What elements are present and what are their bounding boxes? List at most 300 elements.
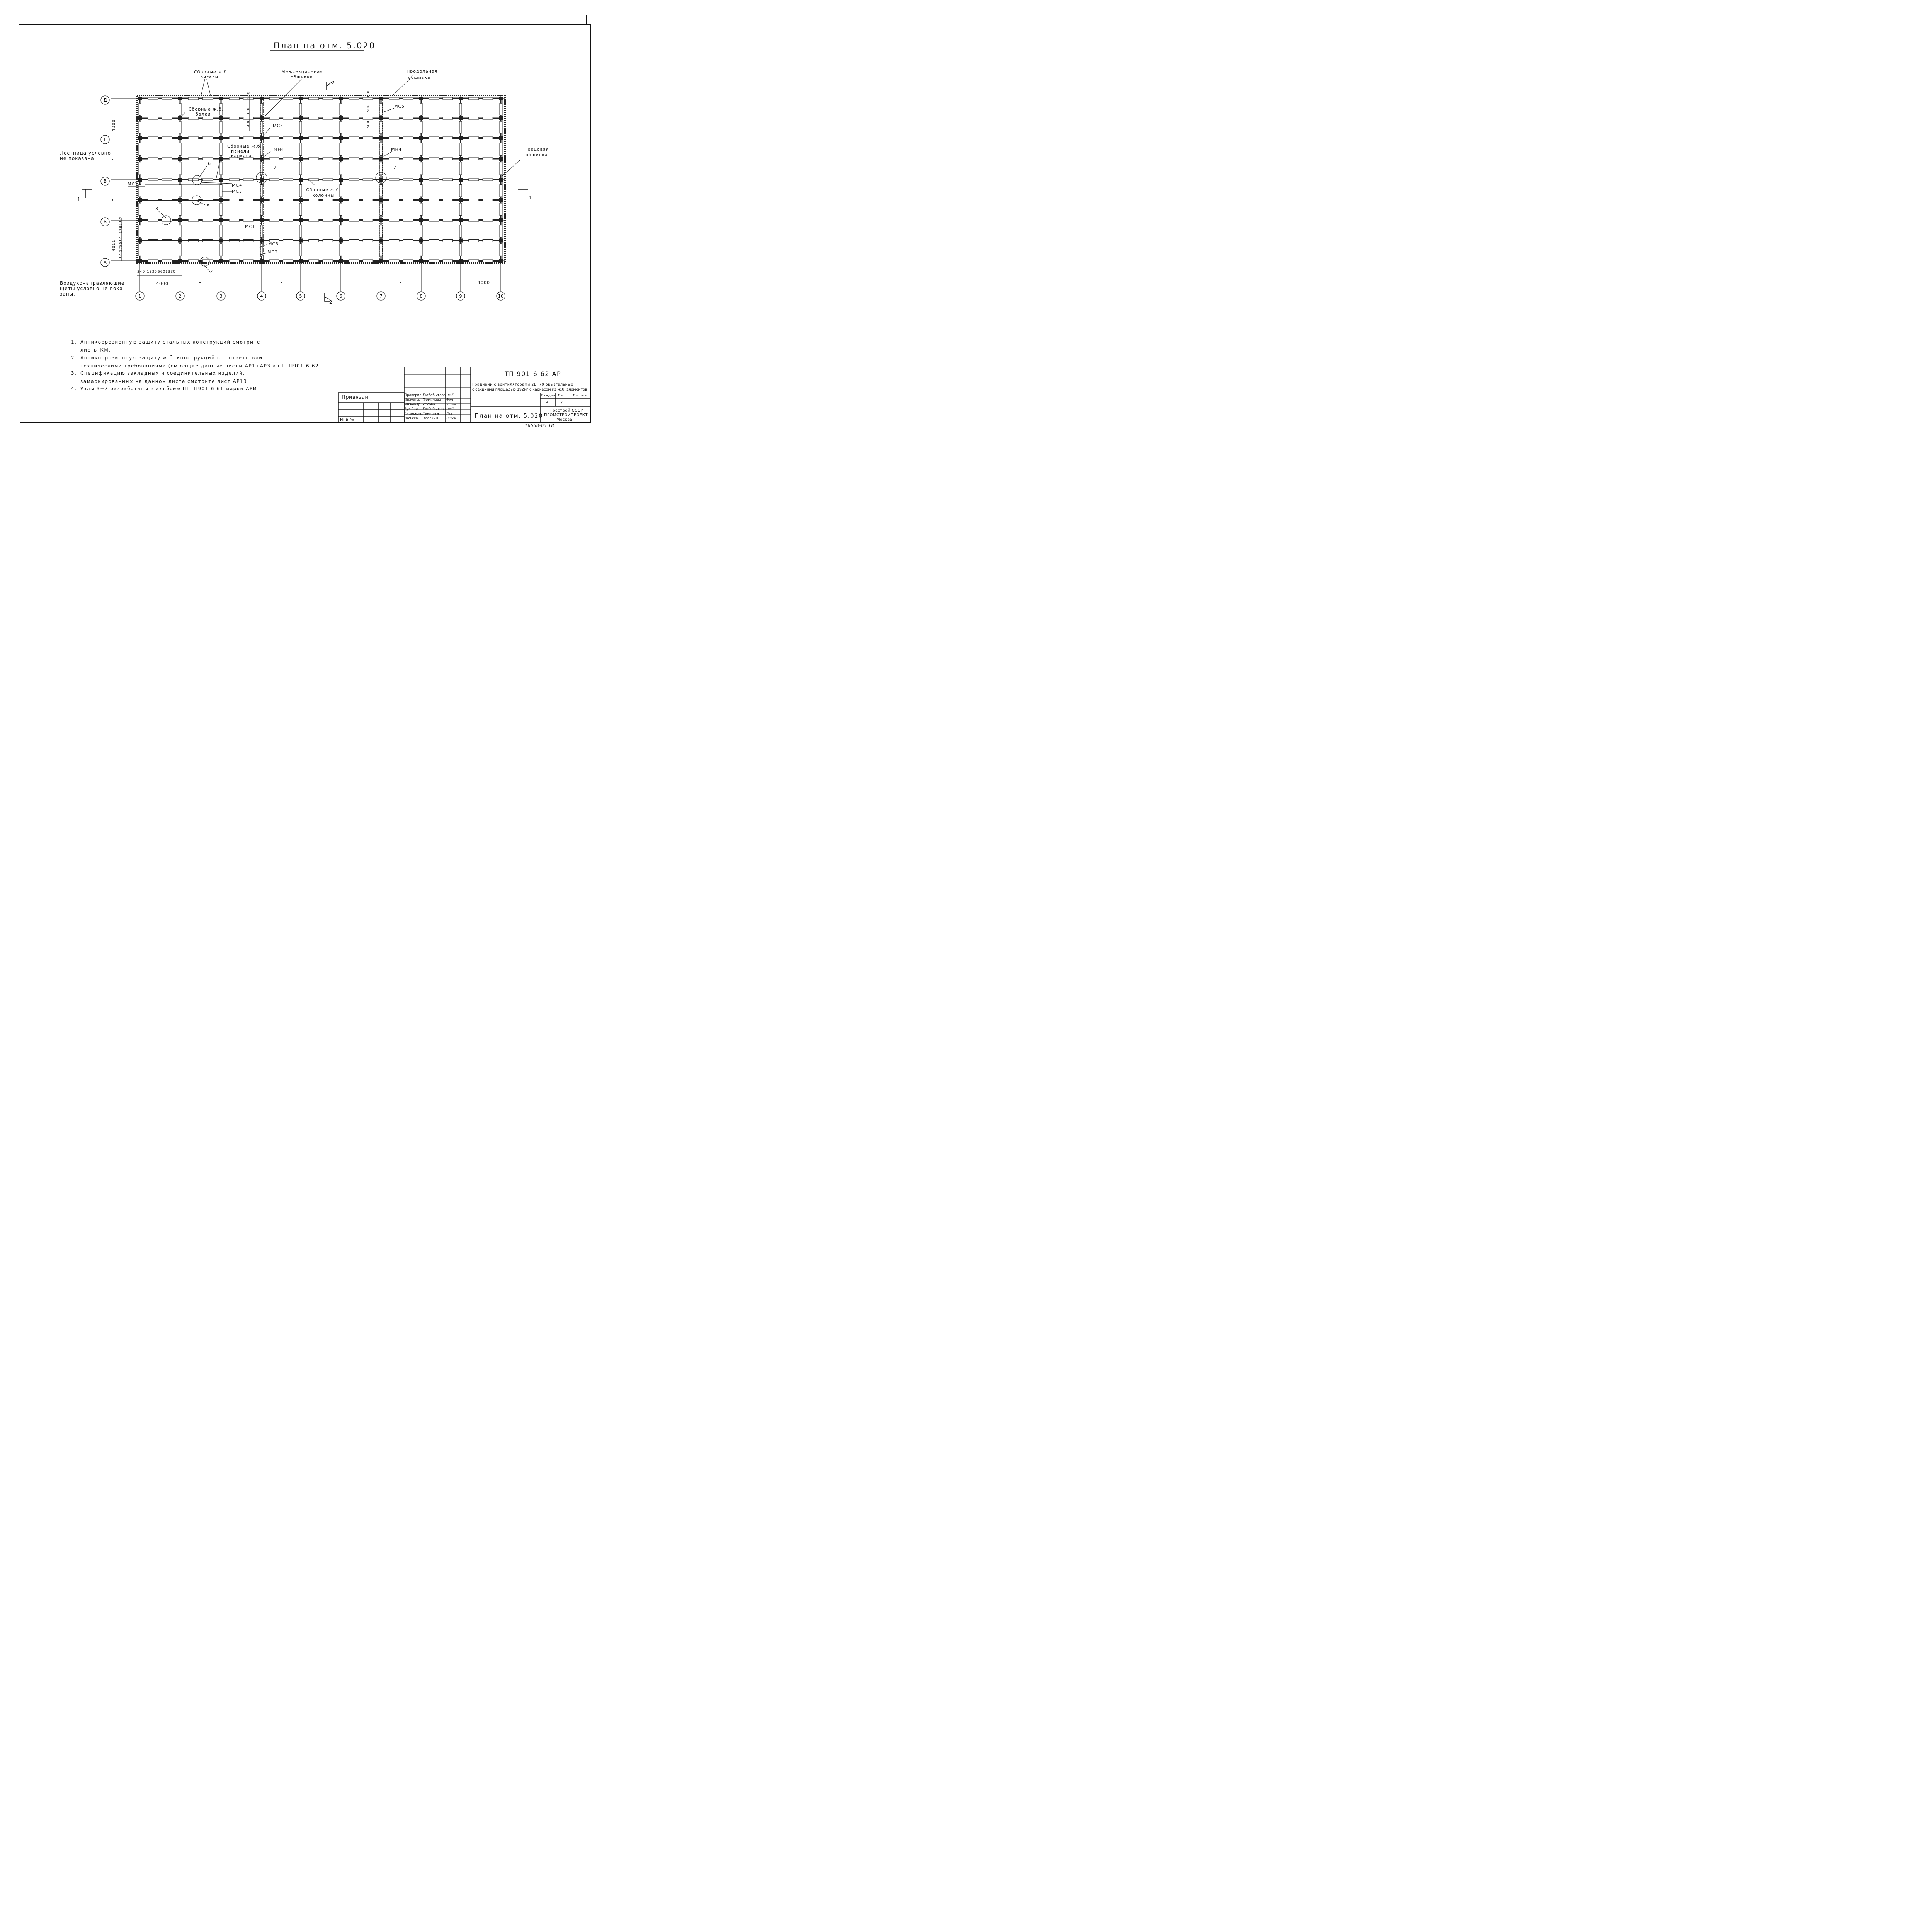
beam-segment-0-2-0 xyxy=(229,97,239,100)
beam-segment-4-0-0 xyxy=(148,260,158,262)
dim-bottom-small-3: 660 xyxy=(158,270,166,274)
vbeam-segment-3-2-1 xyxy=(260,203,263,216)
vbeam-segment-2-1-1 xyxy=(220,162,222,175)
note-3-num: 3. xyxy=(71,371,77,376)
tb-signature-2: Ускова xyxy=(446,403,458,406)
vbeam-segment-8-3-1 xyxy=(459,244,462,256)
beam-segment-7-5-0 xyxy=(349,199,359,201)
beam-segment-2-2-0 xyxy=(229,179,239,181)
column-4-7 xyxy=(299,198,303,202)
note-3-line1: Спецификацию закладных и соединительных изделий, xyxy=(80,371,245,376)
beam-segment-4-4-0 xyxy=(309,260,319,262)
label-precast-beams-1: Сборные ж.б. xyxy=(189,107,224,112)
vbeam-segment-6-0-0 xyxy=(380,103,382,115)
beam-segment-4-7-0 xyxy=(429,260,439,262)
column-5-0 xyxy=(339,97,343,100)
beam-segment-5-1-0 xyxy=(188,117,199,119)
column-5-4 xyxy=(339,259,343,263)
vbeam-segment-4-0-0 xyxy=(299,103,302,115)
column-4-5 xyxy=(299,116,303,120)
column-0-5 xyxy=(138,116,142,120)
beam-segment-5-2-0 xyxy=(229,117,239,119)
beam-segment-4-4-1 xyxy=(323,260,333,262)
vbeam-segment-5-0-0 xyxy=(340,103,342,115)
beam-segment-4-0-1 xyxy=(162,260,172,262)
column-2-5 xyxy=(219,116,223,120)
beam-segment-1-2-1 xyxy=(243,137,253,139)
label-columns-2: колонны xyxy=(312,193,335,198)
column-6-4 xyxy=(379,259,383,263)
vbeam-segment-1-0-1 xyxy=(179,121,181,133)
column-1-1 xyxy=(178,136,182,140)
vbeam-segment-4-2-0 xyxy=(299,185,302,197)
column-5-3 xyxy=(339,218,343,222)
vbeam-segment-6-3-0 xyxy=(380,225,382,238)
vbeam-segment-2-3-1 xyxy=(220,244,222,256)
column-8-4 xyxy=(459,259,463,263)
tb-sheets-h: Листов xyxy=(573,394,587,398)
vbeam-segment-4-1-0 xyxy=(299,143,302,155)
beam-segment-4-1-1 xyxy=(202,260,213,262)
column-1-5 xyxy=(178,116,182,120)
vbeam-segment-0-1-0 xyxy=(139,143,141,155)
vbeam-segment-9-3-1 xyxy=(500,244,502,256)
beam-segment-6-0-1 xyxy=(162,158,172,160)
vbeam-segment-6-0-1 xyxy=(380,121,382,133)
note-3-line2: замаркированных на данном листе смотрите лист АР13 xyxy=(80,379,247,384)
beam-segment-2-4-1 xyxy=(323,179,333,181)
tb-signature-0: Люб xyxy=(446,393,454,397)
label-precast-beams-2: балки xyxy=(196,112,211,117)
beam-segment-6-8-1 xyxy=(483,158,493,160)
beam-segment-0-5-0 xyxy=(349,97,359,100)
beam-segment-5-2-1 xyxy=(243,117,253,119)
beam-segment-6-3-1 xyxy=(283,158,293,160)
tb-code: ТП 901-6-62 АР xyxy=(505,370,561,378)
column-7-6 xyxy=(419,157,423,161)
column-9-2 xyxy=(499,178,503,182)
note-2-line1: Антикоррозионную защиту ж.б. конструкций в соответствии с xyxy=(80,355,268,361)
column-2-4 xyxy=(219,259,223,263)
section-label-1-right: 1 xyxy=(529,195,532,201)
beam-segment-5-4-0 xyxy=(309,117,319,119)
beam-segment-2-8-1 xyxy=(483,179,493,181)
beam-segment-0-7-0 xyxy=(429,97,439,100)
vbeam-segment-6-1-0 xyxy=(380,143,382,155)
dim-bottom-quote-5: " xyxy=(359,281,362,286)
beam-segment-7-6-1 xyxy=(403,199,413,201)
beam-segment-2-1-0 xyxy=(188,179,199,181)
beam-segment-5-3-1 xyxy=(283,117,293,119)
label-stair-2: не показана xyxy=(60,156,94,161)
vbeam-segment-3-0-0 xyxy=(260,103,263,115)
beam-segment-7-3-1 xyxy=(283,199,293,201)
beam-segment-6-1-1 xyxy=(202,158,213,160)
column-0-2 xyxy=(138,178,142,182)
beam-segment-5-7-0 xyxy=(429,117,439,119)
axis-col-label-10: 10 xyxy=(498,294,503,299)
beam-segment-7-8-0 xyxy=(469,199,479,201)
column-9-8 xyxy=(499,239,503,243)
tb-desc-1: Градирни с вентиляторами 2ВГ70 брызгальные xyxy=(472,383,573,387)
tb-role-2: Инженер xyxy=(405,403,420,406)
beam-segment-5-1-1 xyxy=(202,117,213,119)
vbeam-segment-7-2-0 xyxy=(420,185,422,197)
beam-segment-4-2-0 xyxy=(229,260,239,262)
column-7-4 xyxy=(419,259,423,263)
tb-org-1: Госстрой СССР xyxy=(550,408,583,413)
note-1 xyxy=(71,338,260,354)
dim-vert-b-2: 800 xyxy=(366,104,371,112)
beam-segment-3-0-1 xyxy=(162,219,172,221)
beam-segment-0-1-0 xyxy=(188,97,199,100)
beam-segment-7-5-1 xyxy=(363,199,373,201)
vbeam-segment-2-0-1 xyxy=(220,121,222,133)
beam-segment-5-0-1 xyxy=(162,117,172,119)
column-2-2 xyxy=(219,178,223,182)
axis-row-label-3: В xyxy=(103,179,107,184)
beam-segment-5-7-1 xyxy=(443,117,453,119)
mark-mc5-right: МС5 xyxy=(394,104,405,109)
vbeam-segment-6-1-1 xyxy=(380,162,382,175)
mark-mc1-right: МС1 xyxy=(245,224,256,229)
beam-segment-1-3-0 xyxy=(269,137,279,139)
label-frame-panels-1: Сборные ж.б. xyxy=(227,144,262,149)
section-label-2-top: 2 xyxy=(332,80,335,85)
vbeam-segment-9-0-0 xyxy=(500,103,502,115)
plan-title: План на отм. 5.020 xyxy=(274,41,376,50)
vbeam-segment-4-3-1 xyxy=(299,244,302,256)
beam-segment-4-7-1 xyxy=(443,260,453,262)
dim-left-bottom: 4000 xyxy=(111,239,116,252)
tb-role-0: Проверил xyxy=(405,393,422,397)
beam-segment-2-2-1 xyxy=(243,179,253,181)
note-4-num: 4. xyxy=(71,386,77,391)
axis-col-label-1: 1 xyxy=(138,294,141,299)
column-4-3 xyxy=(299,218,303,222)
tb-name-3: Любобытова xyxy=(423,407,446,411)
column-7-7 xyxy=(419,198,423,202)
dim-bottom-last: 4000 xyxy=(478,280,490,285)
axis-col-label-5: 5 xyxy=(299,294,302,299)
note-1-num: 1. xyxy=(71,339,77,345)
vbeam-segment-5-1-0 xyxy=(340,143,342,155)
vbeam-segment-7-2-1 xyxy=(420,203,422,216)
mark-mc3-top: МС3 xyxy=(232,189,243,194)
beam-segment-2-7-1 xyxy=(443,179,453,181)
column-9-5 xyxy=(499,116,503,120)
tb-signature-3: Люб xyxy=(446,407,454,411)
vbeam-segment-4-3-0 xyxy=(299,225,302,238)
vbeam-segment-4-2-1 xyxy=(299,203,302,216)
beam-segment-6-5-0 xyxy=(349,158,359,160)
column-7-8 xyxy=(419,239,423,243)
beam-segment-3-6-0 xyxy=(389,219,399,221)
beam-segment-1-4-1 xyxy=(323,137,333,139)
vbeam-segment-1-2-0 xyxy=(179,185,181,197)
axis-col-label-4: 4 xyxy=(260,294,263,299)
column-0-0 xyxy=(138,97,142,100)
beam-segment-6-4-1 xyxy=(323,158,333,160)
beam-segment-1-6-0 xyxy=(389,137,399,139)
beam-segment-1-8-1 xyxy=(483,137,493,139)
label-intersection-lining-2: обшивка xyxy=(291,75,313,80)
column-5-7 xyxy=(339,198,343,202)
beam-segment-3-0-0 xyxy=(148,219,158,221)
mark-node-6: 6 xyxy=(208,161,211,166)
vbeam-segment-8-2-0 xyxy=(459,185,462,197)
label-columns-1: Сборные ж.б. xyxy=(306,187,341,192)
dim-bottom-small-4: 1330 xyxy=(165,270,176,274)
axis-col-label-8: 8 xyxy=(420,294,423,299)
beam-segment-2-3-0 xyxy=(269,179,279,181)
note-4 xyxy=(71,385,257,393)
column-4-6 xyxy=(299,157,303,161)
label-intersection-lining-1: Межсекционная xyxy=(281,69,323,74)
beam-segment-8-6-1 xyxy=(403,240,413,242)
vbeam-segment-2-1-0 xyxy=(220,143,222,155)
beam-segment-7-4-1 xyxy=(323,199,333,201)
dim-bottom-quote-2: " xyxy=(240,281,242,286)
dim-vert-a-3: 600 xyxy=(247,121,251,129)
vbeam-segment-3-3-0 xyxy=(260,225,263,238)
beam-segment-8-4-0 xyxy=(309,240,319,242)
beam-segment-3-8-0 xyxy=(469,219,479,221)
beam-segment-7-6-0 xyxy=(389,199,399,201)
column-0-8 xyxy=(138,239,142,243)
vbeam-segment-7-3-0 xyxy=(420,225,422,238)
label-end-lining-1: Торцовая xyxy=(525,147,549,152)
mark-mc5-left: МС5 xyxy=(273,123,284,128)
beam-segment-6-1-0 xyxy=(188,158,199,160)
vbeam-segment-7-0-1 xyxy=(420,121,422,133)
dim-vert-a-1: 600 xyxy=(247,91,251,99)
vbeam-segment-1-3-0 xyxy=(179,225,181,238)
mark-mh4-left: МН4 xyxy=(274,147,284,152)
column-1-6 xyxy=(178,157,182,161)
beam-segment-1-2-0 xyxy=(229,137,239,139)
beam-segment-2-1-1 xyxy=(202,179,213,181)
tb-org-3: Москва xyxy=(556,418,573,422)
beam-segment-1-7-1 xyxy=(443,137,453,139)
mark-mc4: МС4 xyxy=(232,183,243,188)
beam-segment-3-7-1 xyxy=(443,219,453,221)
dim-small-2: 1785 xyxy=(119,242,123,252)
beam-segment-0-3-0 xyxy=(269,97,279,100)
vbeam-segment-9-2-1 xyxy=(500,203,502,216)
beam-segment-3-3-0 xyxy=(269,219,279,221)
beam-segment-6-0-0 xyxy=(148,158,158,160)
beam-segment-6-4-0 xyxy=(309,158,319,160)
beam-segment-5-8-0 xyxy=(469,117,479,119)
note-3 xyxy=(71,369,247,386)
vbeam-segment-2-2-1 xyxy=(220,203,222,216)
vbeam-segment-9-3-0 xyxy=(500,225,502,238)
beam-segment-4-6-1 xyxy=(403,260,413,262)
tb-signature-1: Фом xyxy=(446,398,454,401)
vbeam-segment-0-0-1 xyxy=(139,121,141,133)
beam-segment-3-7-0 xyxy=(429,219,439,221)
beam-segment-1-7-0 xyxy=(429,137,439,139)
label-stair-1: Лестница условно xyxy=(60,150,111,156)
vbeam-segment-9-2-0 xyxy=(500,185,502,197)
beam-segment-6-7-1 xyxy=(443,158,453,160)
beam-segment-5-0-0 xyxy=(148,117,158,119)
dim-vert-a-2: 800 xyxy=(247,106,251,114)
beam-segment-4-1-0 xyxy=(188,260,199,262)
beam-segment-3-2-1 xyxy=(243,219,253,221)
label-end-lining-2: обшивка xyxy=(526,152,548,157)
vbeam-segment-1-1-0 xyxy=(179,143,181,155)
label-air-shields-3: заны. xyxy=(60,291,75,297)
vbeam-segment-1-3-1 xyxy=(179,244,181,256)
vbeam-segment-5-3-1 xyxy=(340,244,342,256)
dim-bottom-quote-4: " xyxy=(321,281,323,286)
mark-mc1-left: МС1 xyxy=(128,182,138,187)
vbeam-segment-4-1-1 xyxy=(299,162,302,175)
beam-segment-0-8-0 xyxy=(469,97,479,100)
tb-signature-4: Ген xyxy=(446,412,452,415)
vbeam-segment-7-1-0 xyxy=(420,143,422,155)
axis-col-label-2: 2 xyxy=(179,294,182,299)
vbeam-segment-8-1-1 xyxy=(459,162,462,175)
tb-role-1: Инженер xyxy=(405,398,420,402)
beam-segment-7-4-0 xyxy=(309,199,319,201)
beam-segment-8-7-0 xyxy=(429,240,439,242)
beam-segment-5-8-1 xyxy=(483,117,493,119)
vbeam-segment-8-0-0 xyxy=(459,103,462,115)
beam-segment-0-0-1 xyxy=(162,97,172,100)
beam-segment-2-0-0 xyxy=(148,179,158,181)
beam-segment-1-1-1 xyxy=(202,137,213,139)
vbeam-segment-1-2-1 xyxy=(179,203,181,216)
section-label-2-bottom: 2 xyxy=(329,299,333,305)
beam-segment-6-6-1 xyxy=(403,158,413,160)
axis-col-label-9: 9 xyxy=(459,294,462,299)
beam-segment-4-8-0 xyxy=(469,260,479,262)
tb-sheet-title: План на отм. 5.020 xyxy=(474,412,543,419)
beam-segment-0-0-0 xyxy=(148,97,158,100)
beam-segment-3-1-1 xyxy=(202,219,213,221)
vbeam-segment-8-0-1 xyxy=(459,121,462,133)
column-0-6 xyxy=(138,157,142,161)
beam-segment-7-7-0 xyxy=(429,199,439,201)
beam-segment-0-7-1 xyxy=(443,97,453,100)
vbeam-segment-0-1-1 xyxy=(139,162,141,175)
beams-layer xyxy=(139,97,502,262)
dim-small-3: 120 xyxy=(118,234,122,242)
column-8-0 xyxy=(459,97,463,100)
beam-segment-3-8-1 xyxy=(483,219,493,221)
vbeam-segment-9-1-1 xyxy=(500,162,502,175)
dim-left-top: 4000 xyxy=(111,119,116,132)
beam-segment-3-5-0 xyxy=(349,219,359,221)
axis-row-label-2: Г xyxy=(104,137,107,142)
column-4-1 xyxy=(299,136,303,140)
beam-segment-8-8-0 xyxy=(469,240,479,242)
axis-col-label-3: 3 xyxy=(219,294,223,299)
beam-segment-0-4-0 xyxy=(309,97,319,100)
tb-stage-h: Стадия xyxy=(541,394,556,398)
column-0-3 xyxy=(138,218,142,222)
vbeam-segment-9-0-1 xyxy=(500,121,502,133)
section-label-1-left: 1 xyxy=(77,197,81,202)
column-9-4 xyxy=(499,259,503,263)
note-2-line2: техническими требованиями (см общие данные листы АР1÷АР3 ал I ТП901-6-62 xyxy=(80,363,319,369)
label-frame-panels-2: панели xyxy=(231,149,250,154)
note-2-num: 2. xyxy=(71,355,77,361)
column-9-0 xyxy=(499,97,503,100)
label-air-shields-1: Воздухонаправляющие xyxy=(60,281,125,286)
column-5-2 xyxy=(339,178,343,182)
dim-bottom-quote-3: " xyxy=(280,281,283,286)
beam-segment-1-0-0 xyxy=(148,137,158,139)
beam-segment-3-1-0 xyxy=(188,219,199,221)
beam-segment-1-6-1 xyxy=(403,137,413,139)
tb-name-1: Фомичева xyxy=(423,398,441,402)
tb-inv: Инв.№ xyxy=(340,418,354,422)
vbeam-segment-3-1-1 xyxy=(260,162,263,175)
beam-segment-8-8-1 xyxy=(483,240,493,242)
beam-segment-8-3-1 xyxy=(283,240,293,242)
dim-bottom-quote-7: " xyxy=(440,281,443,286)
vbeam-segment-4-0-1 xyxy=(299,121,302,133)
column-7-3 xyxy=(419,218,423,222)
mark-node-7a: 7 xyxy=(274,165,277,170)
label-frame-panels-3: каркаса xyxy=(231,153,252,158)
beam-segment-4-3-1 xyxy=(283,260,293,262)
mark-mc2: МС2 xyxy=(267,250,278,255)
vbeam-segment-2-2-0 xyxy=(220,185,222,197)
column-9-6 xyxy=(499,157,503,161)
mark-mh4-right: МН4 xyxy=(391,147,402,152)
column-9-1 xyxy=(499,136,503,140)
column-8-3 xyxy=(459,218,463,222)
beam-segment-3-3-1 xyxy=(283,219,293,221)
tb-sheet: 7 xyxy=(560,401,563,405)
vbeam-segment-8-1-0 xyxy=(459,143,462,155)
beam-segment-0-6-1 xyxy=(403,97,413,100)
column-4-2 xyxy=(299,178,303,182)
beam-segment-8-4-1 xyxy=(323,240,333,242)
column-1-4 xyxy=(178,259,182,263)
tb-name-4: Геништа xyxy=(423,412,439,416)
axis-row-label-5: А xyxy=(103,260,107,265)
beam-segment-3-5-1 xyxy=(363,219,373,221)
beam-segment-1-8-0 xyxy=(469,137,479,139)
column-5-6 xyxy=(339,157,343,161)
column-0-7 xyxy=(138,198,142,202)
mark-node-4: 4 xyxy=(211,269,214,274)
axis-col-label-7: 7 xyxy=(379,294,383,299)
beam-segment-1-5-0 xyxy=(349,137,359,139)
beam-segment-4-3-0 xyxy=(269,260,279,262)
beam-segment-0-4-1 xyxy=(323,97,333,100)
column-1-3 xyxy=(178,218,182,222)
beam-segment-6-7-0 xyxy=(429,158,439,160)
beam-segment-0-8-1 xyxy=(483,97,493,100)
tb-role-3: Рук.бриг. xyxy=(405,407,421,411)
footer-code: 16558-03 18 xyxy=(525,423,554,428)
dim-small-1: 120 xyxy=(118,251,122,259)
beam-segment-0-3-1 xyxy=(283,97,293,100)
column-5-1 xyxy=(339,136,343,140)
beam-segment-7-8-1 xyxy=(483,199,493,201)
tb-name-0: Любобытова xyxy=(423,393,446,397)
beam-segment-3-6-1 xyxy=(403,219,413,221)
vbeam-segment-8-3-0 xyxy=(459,225,462,238)
mark-node-5: 5 xyxy=(207,204,210,209)
